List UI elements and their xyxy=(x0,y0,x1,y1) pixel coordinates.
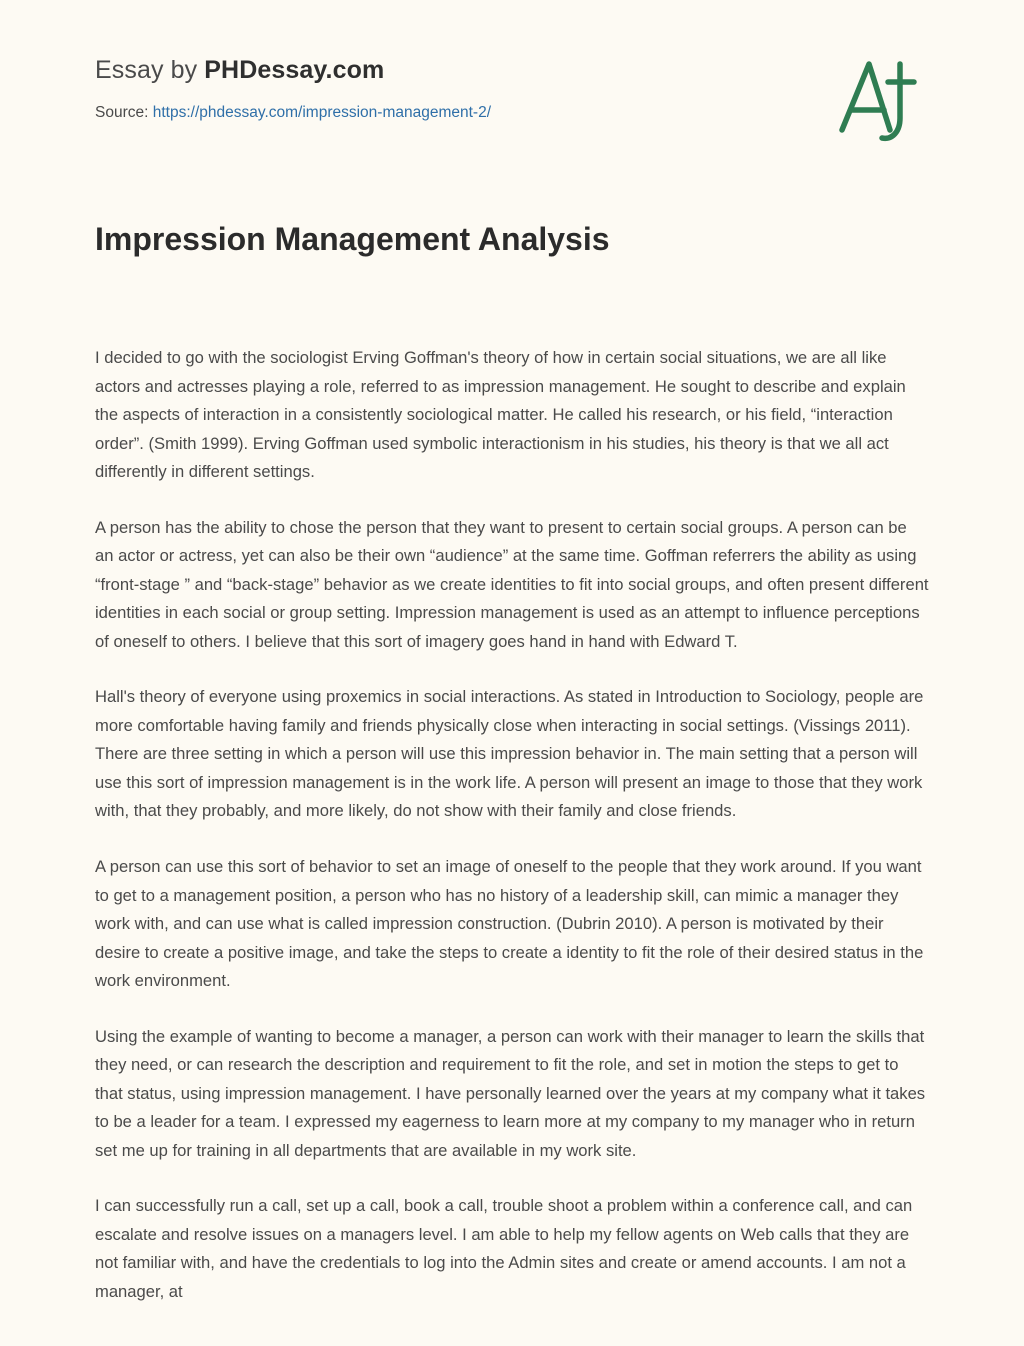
paragraph: Hall's theory of everyone using proxemics in social interactions. As stated in Introduction to Sociology, people are more comfortable having family and friends physically close when interacting in social settings. (Vissings 2011). There are three setting in which a person will use this impression behavior in. The main setting that a person will use this sort of impression management is in the work life. A person will present an image to those that they work with, that they probably, and more likely, do not show with their family and close friends. xyxy=(95,687,924,821)
site-brand-name: PHDessay.com xyxy=(204,56,385,84)
paragraph: I can successfully run a call, set up a call, book a call, trouble shoot a problem within a conference call, and can escalate and resolve issues on a managers level. I am able to help my fellow agents on Web calls that they are not familiar with, and have the credentials to log into the Admin sites and create or amend accounts. I am not a manager, at xyxy=(95,1196,913,1301)
source-url-link[interactable]: https://phdessay.com/impression-management-2/ xyxy=(152,104,492,121)
paragraph: A person has the ability to chose the person that they want to present to certain social groups. A person can be an actor or actress, yet can also be their own “audience” at the same time. Goffman referrers the ability as using “front-stage ” and “back-stage” behavior as we create identities to fit into social groups, and often present different identities in each social or group setting. Impression management is used as an attempt to influence perceptions of oneself to others. I believe that this sort of imagery goes hand in hand with Edward T. xyxy=(95,517,929,651)
document-header xyxy=(95,56,929,122)
paragraph: I decided to go with the sociologist Erving Goffman's theory of how in certain social situations, we are all like actors and actresses playing a role, referred to as impression management. He sought to describe and explain the aspects of interaction in a consistently sociological matter. He called his research, or his field, “interaction order”. (Smith 1999). Erving Goffman used symbolic interactionism in his studies, his theory is that we all act differently in different settings. xyxy=(95,348,906,482)
page-title: Impression Management Analysis xyxy=(95,221,610,257)
phdessay-logo-icon xyxy=(824,48,939,153)
essay-by-label: Essay by xyxy=(95,56,205,84)
paragraph: Using the example of wanting to become a manager, a person can work with their manager to learn the skills that they need, or can research the description and requirement to fit the role, and set in motion the steps to get to that status, using impression management. I have personally learned over the years at my company what it takes to be a leader for a team. I expressed my eagerness to learn more at my company to my manager who in return set me up for training in all departments that are available in my work site. xyxy=(95,1026,926,1160)
source-label: Source: xyxy=(95,104,153,121)
essay-body xyxy=(95,344,929,1306)
source-row xyxy=(95,104,929,122)
paragraph: A person can use this sort of behavior to set an image of oneself to the people that they work around. If you want to get to a management position, a person who has no history of a leadership skill, can mimic a manager they work with, and can use what is called impression construction. (Dubrin 2010). A person is motivated by their desire to create a positive image, and take the steps to create a identity to fit the role of their desired status in the work environment. xyxy=(95,856,924,991)
essay-byline xyxy=(95,56,929,85)
